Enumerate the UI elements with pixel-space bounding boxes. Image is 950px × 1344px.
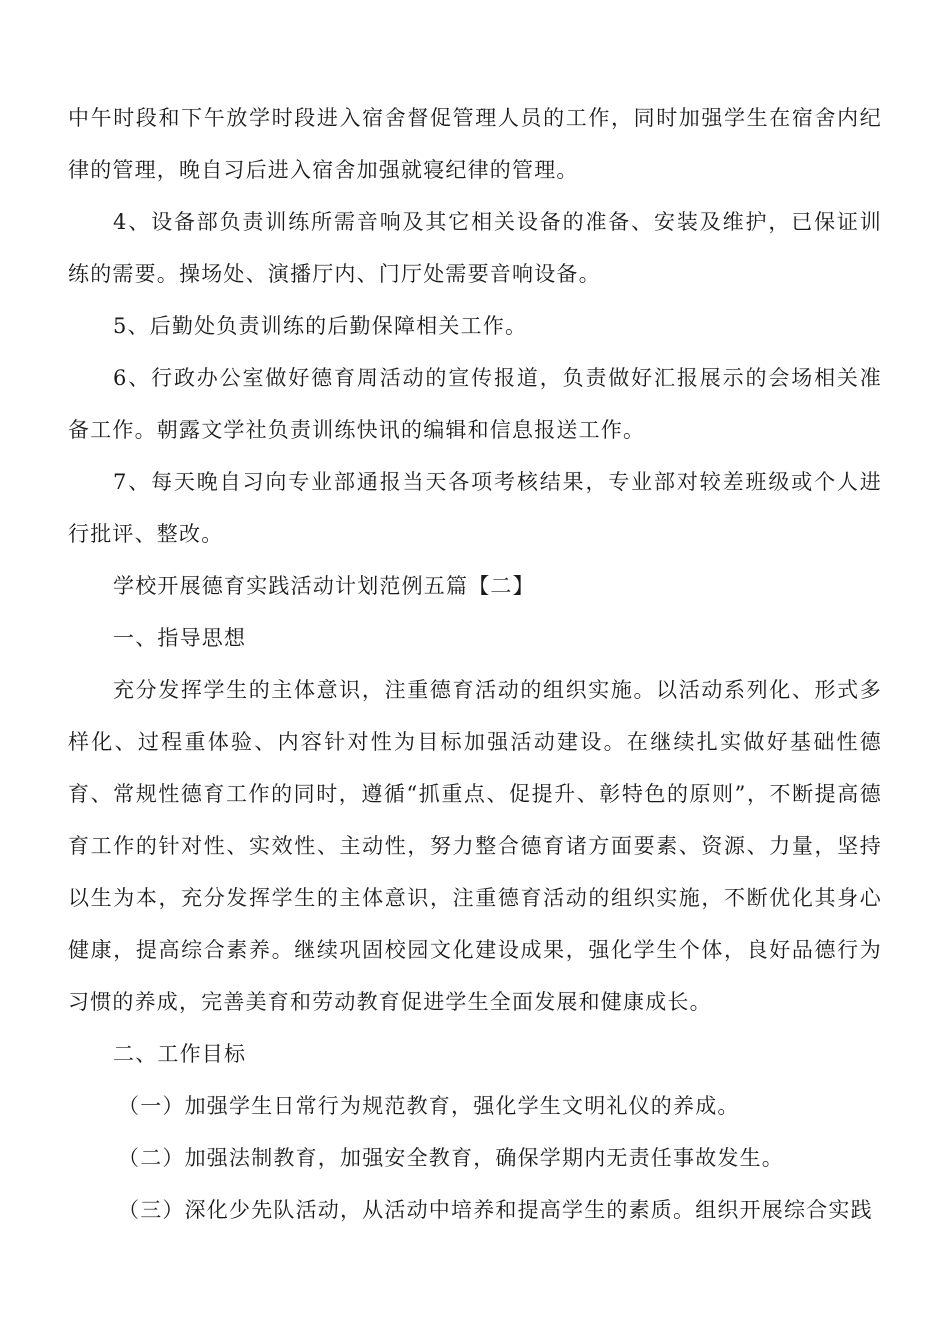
goal-item-2: （二）加强法制教育，加强安全教育，确保学期内无责任事故发生。 [118, 1146, 784, 1170]
goal-item-3: （三）深化少先队活动，从活动中培养和提高学生的素质。组织开展综合实践 [118, 1198, 873, 1222]
paragraph-equipment-department: 4、设备部负责训练所需音响及其它相关设备的准备、安装及维护，已保证训练的需要。操场处、演播厅内、门厅处需要音响设备。 [68, 210, 882, 286]
paragraph-administration-office: 6、行政办公室做好德育周活动的宣传报道，负责做好汇报展示的会场相关准备工作。朝露文学社负责训练快讯的编辑和信息报送工作。 [68, 366, 882, 442]
section-title: 学校开展德育实践活动计划范例五篇【二】 [113, 574, 535, 598]
heading-guiding-ideology: 一、指导思想 [113, 626, 247, 650]
heading-work-goals: 二、工作目标 [113, 1042, 247, 1066]
goal-item-1: （一）加强学生日常行为规范教育，强化学生文明礼仪的养成。 [118, 1094, 740, 1118]
paragraph-logistics-department: 5、后勤处负责训练的后勤保障相关工作。 [113, 314, 528, 338]
paragraph-dormitory-management: 中午时段和下午放学时段进入宿舍督促管理人员的工作，同时加强学生在宿舍内纪律的管理，晚自习后进入宿舍加强就寝纪律的管理。 [68, 106, 882, 182]
paragraph-guiding-ideology: 充分发挥学生的主体意识，注重德育活动的组织实施。以活动系列化、形式多样化、过程重体验、内容针对性为目标加强活动建设。在继续扎实做好基础性德育、常规性德育工作的同时，遵循“抓重点、促提升、彰特色的原则”，不断提高德育工作的针对性、实效性、主动性，努力整合德育诸方面要素、资源、力量，坚持以生为本，充分发挥学生的主体意识，注重德育活动的组织实施，不断优化其身心健康，提高综合素养。继续巩固校园文化建设成果，强化学生个体，良好品德行为习惯的养成，完善美育和劳动教育促进学生全面发展和健康成长。 [68, 678, 882, 1014]
paragraph-evening-report: 7、每天晚自习向专业部通报当天各项考核结果，专业部对较差班级或个人进行批评、整改。 [68, 470, 882, 546]
